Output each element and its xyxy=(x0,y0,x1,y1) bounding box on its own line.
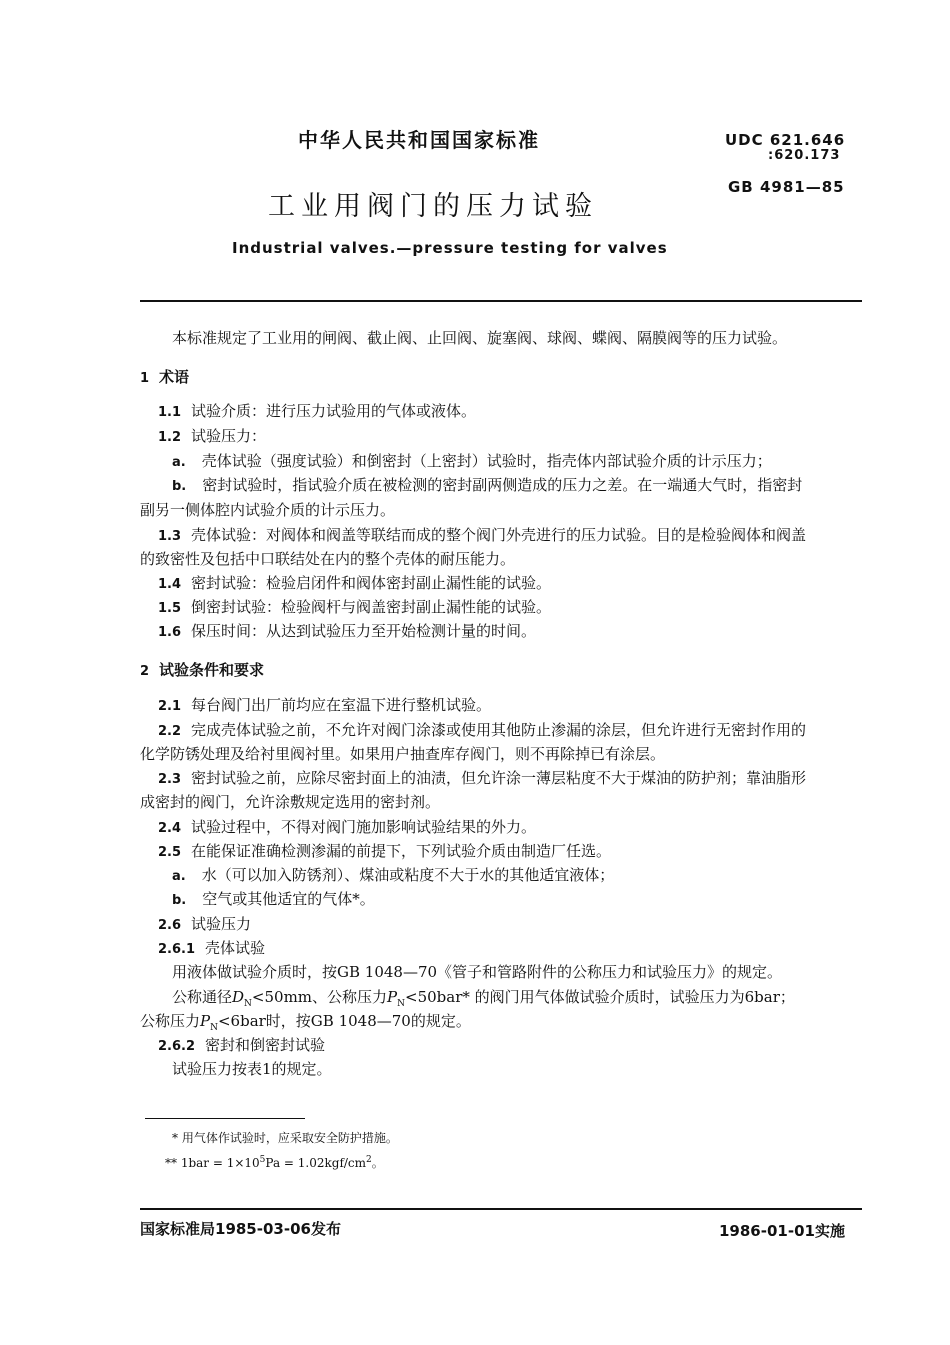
item-number: 2.2 xyxy=(158,724,182,739)
intro-paragraph: 本标准规定了工业用的闸阀、截止阀、止回阀、旋塞阀、球阀、蝶阀、隔膜阀等的压力试验。 xyxy=(172,329,788,347)
text: <50mm、公称压力 xyxy=(251,988,388,1006)
text: 。 xyxy=(371,1156,384,1170)
item-2-3 xyxy=(158,767,806,788)
section1-heading xyxy=(140,366,189,387)
item-number: 2.6 xyxy=(158,918,182,933)
text: <6bar时，按GB 1048—70的规定。 xyxy=(217,1012,471,1030)
item-1-1 xyxy=(158,400,476,421)
item-text: 密封试验之前，应除尽密封面上的油渍，但允许涂一薄层粘度不大于煤油的防护剂；靠油脂形 xyxy=(191,769,807,787)
item-2-5-b xyxy=(172,888,375,909)
item-text: 保压时间：从达到试验压力至开始检测计量的时间。 xyxy=(191,622,537,640)
item-text: 壳体试验（强度试验）和倒密封（上密封）试验时，指壳体内部试验介质的计示压力； xyxy=(201,452,772,470)
text: 公称压力 xyxy=(140,1012,201,1030)
item-number: 1.4 xyxy=(158,577,182,592)
footer-divider xyxy=(140,1208,862,1210)
subscript: N xyxy=(244,999,252,1009)
item-text: 试验压力： xyxy=(191,427,267,445)
standard-org: 中华人民共和国国家标准 xyxy=(298,128,540,152)
item-text: 试验过程中，不得对阀门施加影响试验结果的外力。 xyxy=(191,818,537,836)
paragraph-gas-medium xyxy=(172,986,795,1009)
item-text: 密封试验时，指试验介质在被检测的密封副两侧造成的压力之差。在一端通大气时，指密封 xyxy=(202,476,803,494)
item-2-2 xyxy=(158,719,806,740)
item-text: 密封和倒密封试验 xyxy=(205,1036,326,1054)
item-number: a. xyxy=(172,869,186,884)
item-text: 壳体试验：对阀体和阀盖等联结而成的整个阀门外壳进行的压力试验。目的是检验阀体和阀盖 xyxy=(191,526,807,544)
section1-title: 术语 xyxy=(159,368,190,386)
item-2-5 xyxy=(158,840,611,861)
item-number: 2.1 xyxy=(158,699,182,714)
dn-symbol: D xyxy=(232,988,245,1006)
udc-line2: :620.173 xyxy=(768,148,841,163)
subscript: N xyxy=(397,999,405,1009)
superscript: 5 xyxy=(259,1155,266,1165)
item-1-5 xyxy=(158,596,551,617)
item-number: a. xyxy=(172,455,186,470)
text: ** 1bar = 1×10 xyxy=(165,1156,260,1170)
footnote-divider xyxy=(145,1118,305,1119)
item-text: 水（可以加入防锈剂）、煤油或粘度不大于水的其他适宜液体； xyxy=(201,866,615,884)
text: 公称通径 xyxy=(172,988,233,1006)
item-text: 试验压力 xyxy=(191,915,252,933)
section2-title: 试验条件和要求 xyxy=(159,661,265,679)
issue-date: 国家标准局1985-03-06发布 xyxy=(140,1220,341,1238)
item-text: 密封试验：检验启闭件和阀体密封副止漏性能的试验。 xyxy=(191,574,552,592)
section2-number: 2 xyxy=(140,664,150,679)
paragraph-liquid-medium: 用液体做试验介质时，按GB 1048—70《管子和管路附件的公称压力和试验压力》的规定。 xyxy=(172,963,783,981)
item-1-2-b xyxy=(172,474,802,495)
item-number: 2.3 xyxy=(158,772,182,787)
item-1-2-b-cont: 副另一侧体腔内试验介质的计示压力。 xyxy=(140,501,396,519)
footnote-1: * 用气体作试验时，应采取安全防护措施。 xyxy=(172,1131,398,1145)
item-text: 在能保证准确检测渗漏的前提下，下列试验介质由制造厂任选。 xyxy=(191,842,612,860)
item-number: 2.5 xyxy=(158,845,182,860)
item-number: 2.6.1 xyxy=(158,942,196,957)
text: <50bar* 的阀门用气体做试验介质时，试验压力为6bar； xyxy=(405,988,795,1006)
item-2-1 xyxy=(158,694,491,715)
item-number: 2.4 xyxy=(158,821,182,836)
item-text: 试验介质：进行压力试验用的气体或液体。 xyxy=(191,402,477,420)
item-text: 倒密封试验：检验阀杆与阀盖密封副止漏性能的试验。 xyxy=(191,598,552,616)
paragraph-gas-medium-cont xyxy=(140,1010,471,1033)
gb-number: GB 4981—85 xyxy=(728,178,845,196)
section2-heading xyxy=(140,659,264,680)
item-1-3 xyxy=(158,524,806,545)
item-number: 1.1 xyxy=(158,405,182,420)
effective-date: 1986-01-01实施 xyxy=(719,1222,845,1240)
item-number: 1.5 xyxy=(158,601,182,616)
udc-line1: UDC 621.646 xyxy=(725,131,846,149)
title-cn: 工业用阀门的压力试验 xyxy=(268,191,598,222)
item-1-4 xyxy=(158,572,551,593)
subscript: N xyxy=(210,1023,218,1033)
item-1-3-cont: 的致密性及包括中口联结处在内的整个壳体的耐压能力。 xyxy=(140,550,516,568)
item-2-4 xyxy=(158,816,536,837)
header-divider xyxy=(140,300,862,302)
item-text: 空气或其他适宜的气体*。 xyxy=(202,890,375,908)
item-number: 1.6 xyxy=(158,625,182,640)
text: Pa = 1.02kgf/cm xyxy=(265,1156,367,1170)
superscript: 2 xyxy=(366,1155,372,1165)
title-en: Industrial valves.—pressure testing for valves xyxy=(232,239,668,257)
item-text: 壳体试验 xyxy=(205,939,266,957)
item-2-2-cont: 化学防锈处理及给衬里阀衬里。如果用户抽查库存阀门，则不再除掉已有涂层。 xyxy=(140,745,666,763)
item-1-2-a xyxy=(172,450,772,471)
item-number: 1.3 xyxy=(158,529,182,544)
item-1-6 xyxy=(158,620,536,641)
item-1-2 xyxy=(158,425,266,446)
item-2-6-2 xyxy=(158,1034,325,1055)
item-2-5-a xyxy=(172,864,614,885)
paragraph-table-ref: 试验压力按表1的规定。 xyxy=(172,1060,332,1078)
pn-symbol: P xyxy=(200,1012,211,1030)
item-text: 完成壳体试验之前，不允许对阀门涂漆或使用其他防止渗漏的涂层，但允许进行无密封作用的 xyxy=(191,721,807,739)
item-number: 1.2 xyxy=(158,430,182,445)
pn-symbol: P xyxy=(387,988,398,1006)
item-number: b. xyxy=(172,479,187,494)
item-2-6 xyxy=(158,913,251,934)
item-text: 每台阀门出厂前均应在室温下进行整机试验。 xyxy=(191,696,492,714)
item-number: b. xyxy=(172,893,187,908)
item-2-3-cont: 成密封的阀门，允许涂敷规定选用的密封剂。 xyxy=(140,793,441,811)
item-number: 2.6.2 xyxy=(158,1039,196,1054)
section1-number: 1 xyxy=(140,371,150,386)
footnote-2 xyxy=(165,1154,384,1171)
item-2-6-1 xyxy=(158,937,265,958)
